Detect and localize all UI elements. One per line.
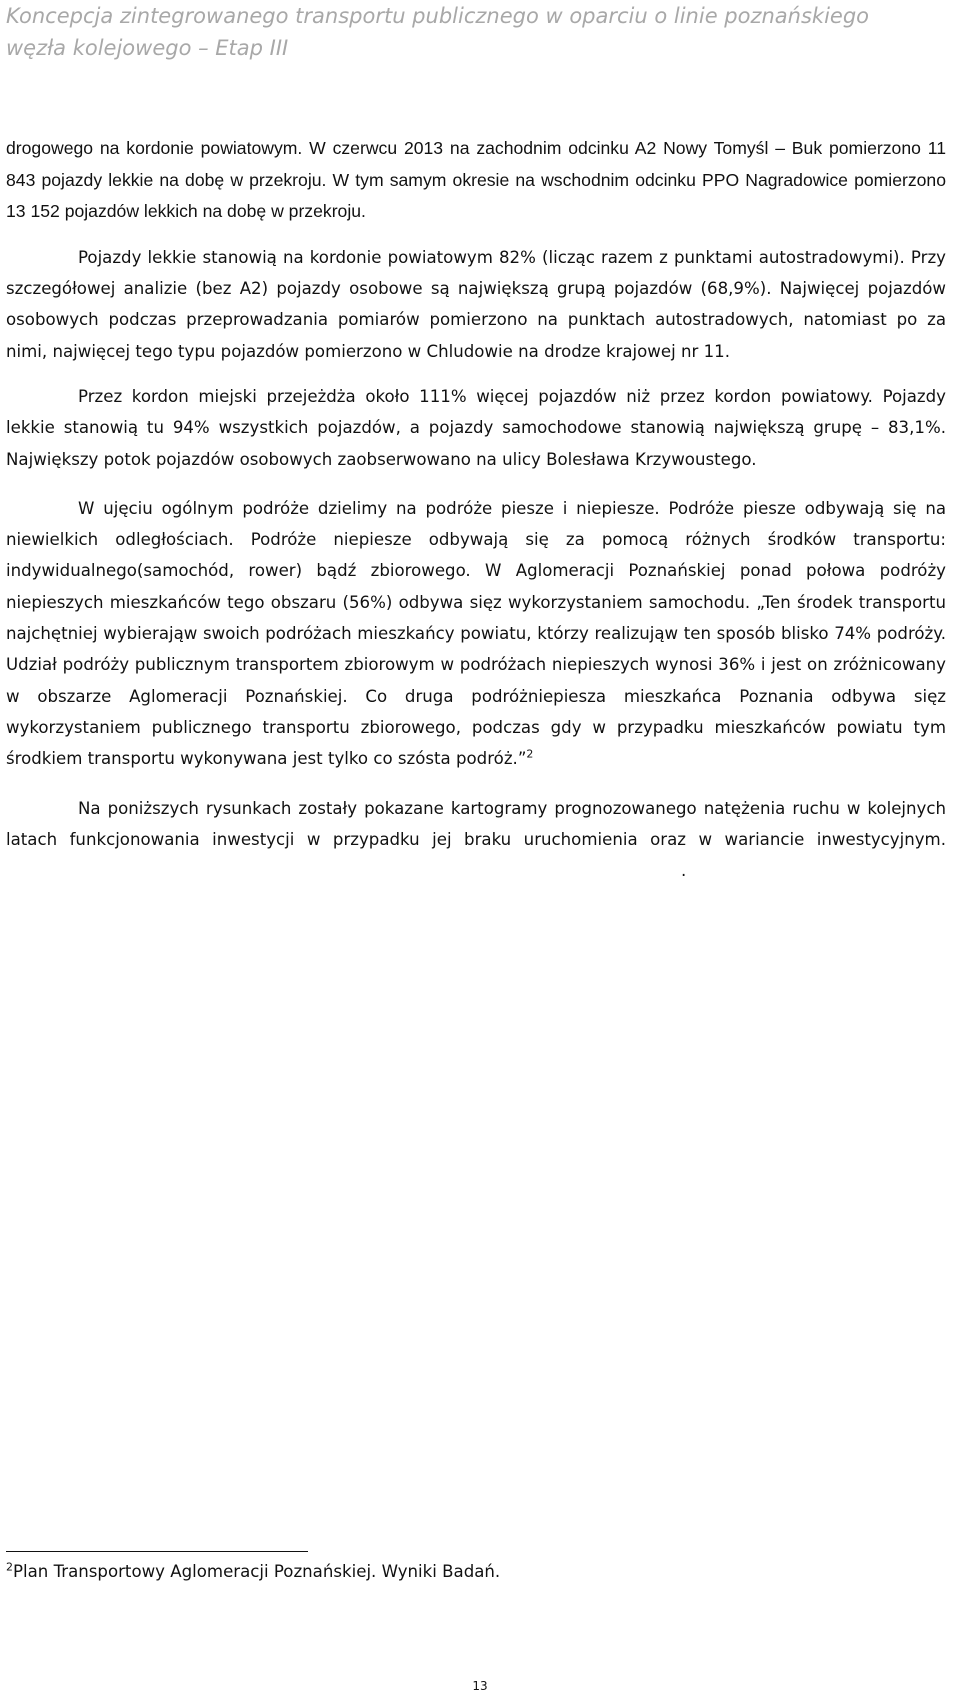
footnote-separator [6,1551,308,1552]
header-title-line1: Koncepcja zintegrowanego transportu publicznego w oparciu o linie poznańskiego [6,4,870,28]
paragraph-light-vehicles-county: Pojazdy lekkie stanowią na kordonie powiatowym 82% (licząc razem z punktami autostradowymi). Przy szczegółowej analizie (bez A2) pojazdy osobowe są największą grupą pojazdów (68,9%). Najwięcej pojazdów osobowych podczas przeprowadzania pomiarów pomierzono na punktach autostradowych, natomiast po za nimi, najwięcej tego typu pojazdów pomierzono w Chludowie na drodze krajowej nr 11. [6,247,946,361]
paragraph-trip-modes: W ujęciu ogólnym podróże dzielimy na podróże piesze i niepiesze. Podróże piesze odbywają się na niewielkich odległościach. Podróże niepiesze odbywają się za pomocą różnych środków transportu: indywidualnego(samochód, rower) bądź zbiorowego. W Aglomeracji Poznańskiej ponad połowa podróży niepieszych mieszkańców tego obszaru (56%) odbywa sięz wykorzystaniem samochodu. „Ten środek transportu najchętniej wybierająw swoich podróżach mieszkańcy powiatu, którzy realizująw ten sposób blisko 74% podróży. Udział podróży publicznym transportem zbiorowym w podróżach niepieszych wynosi 36% i jest on zróżnicowany w obszarze Aglomeracji Poznańskiej. Co druga podróżniepiesza mieszkańca Poznania odbywa sięz wykorzystaniem publicznego transportu zbiorowego, podczas gdy w przypadku mieszkańców powiatu tym środkiem transportu wykonywana jest tylko co szósta podróż.”$^2$ [6,498,946,769]
document-body [6,133,946,886]
footnote-reference[interactable]: 2 [526,747,534,761]
document-header [6,0,946,64]
page-number: 13 [472,1679,488,1693]
paragraph-road-border-counts: drogowego na kordonie powiatowym. W czerwcu 2013 na zachodnim odcinku A2 Nowy Tomyśl – Buk pomierzono 11 843 pojazdy lekkie na dobę w przekroju. W tym samym okresie na wschodnim odcinku PPO Nagradowice pomierzono 13 152 pojazdów lekkich na dobę w przekroju. [6,138,946,222]
header-title-line2: węzła kolejowego – Etap III [6,36,289,60]
paragraph-city-cordon: Przez kordon miejski przejeżdża około 111% więcej pojazdów niż przez kordon powiatowy. Pojazdy lekkie stanowią tu 94% wszystkich pojazdów, a pojazdy samochodowe stanowią największą grupę – 83,1%. Największy potok pojazdów osobowych zaobserwowano na ulicy Bolesława Krzywoustego. [6,386,946,469]
paragraph-cartograms-intro: Na poniższych rysunkach zostały pokazane kartogramy prognozowanego natężenia ruchu w kolejnych latach funkcjonowania inwestycji w przypadku jej braku uruchomienia oraz w wariancie inwestycyjnym.. [6,798,946,881]
footnote-number: 2 [6,1560,13,1574]
footnote-text: Plan Transportowy Aglomeracji Poznańskiej. Wyniki Badań. [13,1562,501,1581]
footnote [6,1560,946,1584]
